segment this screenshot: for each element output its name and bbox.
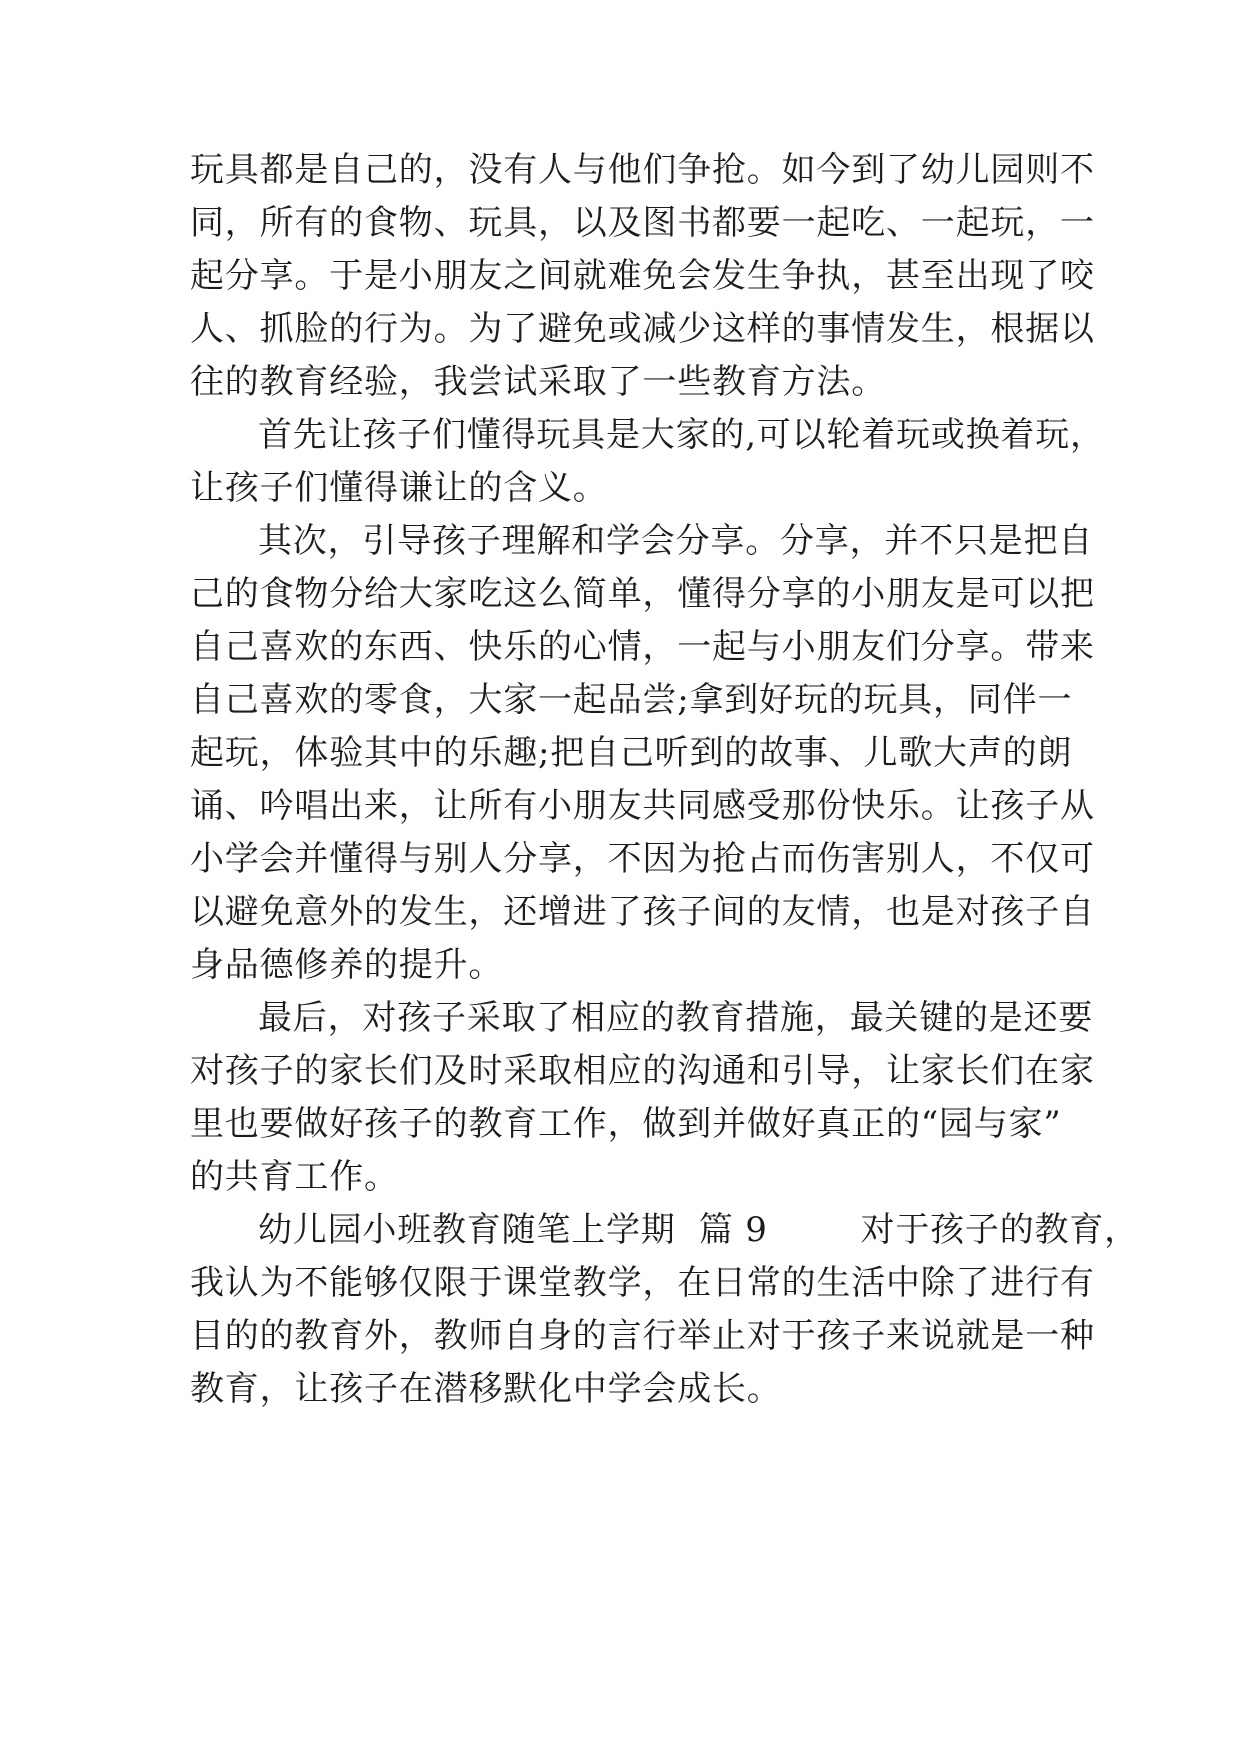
paragraph-3-line-4: 自己喜欢的零食，大家一起品尝;拿到好玩的玩具，同伴一 xyxy=(190,680,1073,720)
paragraph-1-line-2: 同，所有的食物、玩具，以及图书都要一起吃、一起玩，一 xyxy=(190,203,1095,243)
paragraph-5-line-2: 我认为不能够仅限于课堂教学，在日常的生活中除了进行有 xyxy=(190,1263,1095,1303)
paragraph-1-line-1: 玩具都是自己的，没有人与他们争抢。如今到了幼儿园则不 xyxy=(190,150,1095,190)
paragraph-5-line-1: 幼儿园小班教育随笔上学期 篇 9 对于孩子的教育， xyxy=(258,1210,1139,1250)
paragraph-1-line-3: 起分享。于是小朋友之间就难免会发生争执，甚至出现了咬 xyxy=(190,256,1095,296)
paragraph-3-line-6: 诵、吟唱出来，让所有小朋友共同感受那份快乐。让孩子从 xyxy=(190,786,1095,826)
paragraph-3-line-7: 小学会并懂得与别人分享，不因为抢占而伤害别人，不仅可 xyxy=(190,839,1095,879)
paragraph-3-line-9: 身品德修养的提升。 xyxy=(190,945,504,985)
paragraph-1-line-4: 人、抓脸的行为。为了避免或减少这样的事情发生，根据以 xyxy=(190,309,1095,349)
paragraph-4-line-3: 里也要做好孩子的教育工作，做到并做好真正的“园与家” xyxy=(190,1104,1062,1144)
paragraph-3-line-2: 己的食物分给大家吃这么简单，懂得分享的小朋友是可以把 xyxy=(190,574,1095,614)
paragraph-3-line-1: 其次，引导孩子理解和学会分享。分享，并不只是把自 xyxy=(258,521,1094,561)
paragraph-2-line-2: 让孩子们懂得谦让的含义。 xyxy=(190,468,608,508)
paragraph-4-line-1: 最后，对孩子采取了相应的教育措施，最关键的是还要 xyxy=(258,998,1094,1038)
paragraph-5-line-3: 目的的教育外，教师自身的言行举止对于孩子来说就是一种 xyxy=(190,1316,1095,1356)
paragraph-4-line-2: 对孩子的家长们及时采取相应的沟通和引导，让家长们在家 xyxy=(190,1051,1095,1091)
paragraph-2-line-1: 首先让孩子们懂得玩具是大家的,可以轮着玩或换着玩， xyxy=(258,415,1105,455)
paragraph-3-line-8: 以避免意外的发生，还增进了孩子间的友情，也是对孩子自 xyxy=(190,892,1095,932)
paragraph-4-line-4: 的共育工作。 xyxy=(190,1157,399,1197)
paragraph-3-line-5: 起玩，体验其中的乐趣;把自己听到的故事、儿歌大声的朗 xyxy=(190,733,1073,773)
paragraph-1-line-5: 往的教育经验，我尝试采取了一些教育方法。 xyxy=(190,362,886,402)
paragraph-3-line-3: 自己喜欢的东西、快乐的心情，一起与小朋友们分享。带来 xyxy=(190,627,1095,667)
paragraph-5-line-4: 教育，让孩子在潜移默化中学会成长。 xyxy=(190,1369,782,1409)
